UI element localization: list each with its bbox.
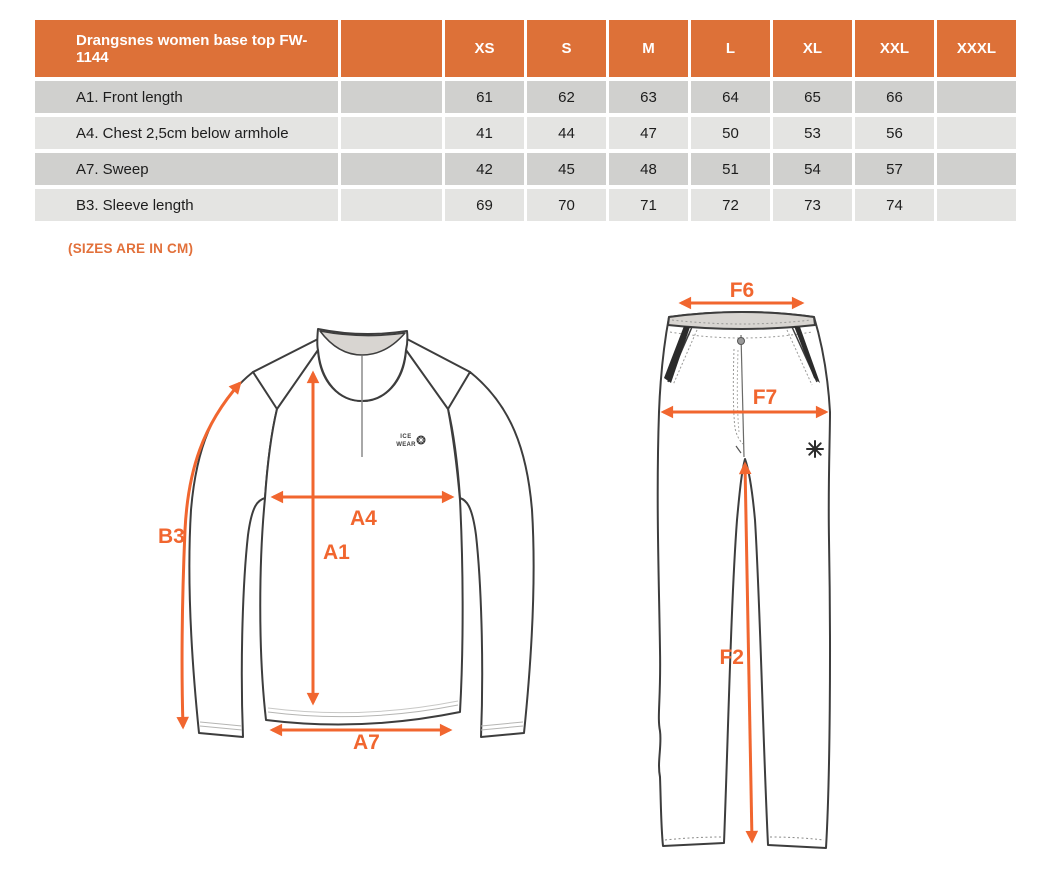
a7-label: A7 <box>353 731 380 754</box>
cell-value: 63 <box>609 81 688 113</box>
cell-value: 57 <box>855 153 934 185</box>
sizes-in-cm-note: (SIZES ARE IN CM) <box>68 241 194 256</box>
cell-value: 69 <box>445 189 524 221</box>
size-col-header-xxl: XXL <box>855 20 934 77</box>
cell-value: 56 <box>855 117 934 149</box>
waist-button <box>738 338 745 345</box>
spacer-cell <box>341 81 442 113</box>
f2-label: F2 <box>719 646 744 669</box>
spacer-cell <box>341 153 442 185</box>
cell-value: 72 <box>691 189 770 221</box>
cell-value: 74 <box>855 189 934 221</box>
spacer-cell <box>341 189 442 221</box>
cell-value: 47 <box>609 117 688 149</box>
a4-label: A4 <box>350 507 377 530</box>
cell-value: 42 <box>445 153 524 185</box>
pants-body <box>658 312 830 848</box>
cell-value: 66 <box>855 81 934 113</box>
cell-value: 64 <box>691 81 770 113</box>
cell-value: 65 <box>773 81 852 113</box>
size-col-header-xxxl: XXXL <box>937 20 1016 77</box>
row-label: A4. Chest 2,5cm below armhole <box>35 117 338 149</box>
row-label: A1. Front length <box>35 81 338 113</box>
size-col-header-m: M <box>609 20 688 77</box>
size-col-header-xl: XL <box>773 20 852 77</box>
cell-value: 45 <box>527 153 606 185</box>
row-label: A7. Sweep <box>35 153 338 185</box>
header-spacer-cell <box>341 20 442 77</box>
cell-value <box>937 189 1016 221</box>
size-col-header-xs: XS <box>445 20 524 77</box>
f7-label: F7 <box>752 386 778 409</box>
cell-value: 62 <box>527 81 606 113</box>
row-label: B3. Sleeve length <box>35 189 338 221</box>
cell-value: 61 <box>445 81 524 113</box>
cell-value: 41 <box>445 117 524 149</box>
size-col-header-s: S <box>527 20 606 77</box>
size-col-header-l: L <box>691 20 770 77</box>
cell-value: 71 <box>609 189 688 221</box>
cell-value <box>937 153 1016 185</box>
pants-diagram <box>620 280 930 880</box>
snowflake-logo-icon <box>807 441 823 457</box>
logo-text-ice: ICE <box>400 434 412 440</box>
cell-value: 54 <box>773 153 852 185</box>
cell-value: 50 <box>691 117 770 149</box>
spacer-cell <box>341 117 442 149</box>
cell-value <box>937 81 1016 113</box>
pants-outline <box>658 312 830 848</box>
table-title: Drangsnes women base top FW-1144 <box>35 20 338 77</box>
logo-text-wear: WEAR <box>396 442 416 448</box>
pants-waistband <box>668 312 815 329</box>
cell-value: 51 <box>691 153 770 185</box>
cell-value: 48 <box>609 153 688 185</box>
cell-value <box>937 117 1016 149</box>
a1-label: A1 <box>323 541 350 564</box>
size-table <box>35 20 1016 221</box>
cell-value: 73 <box>773 189 852 221</box>
b3-label: B3 <box>158 525 185 548</box>
base-top-diagram <box>150 300 580 780</box>
cell-value: 70 <box>527 189 606 221</box>
f6-label: F6 <box>729 280 755 302</box>
cell-value: 53 <box>773 117 852 149</box>
f2-arrow <box>745 464 752 841</box>
cell-value: 44 <box>527 117 606 149</box>
